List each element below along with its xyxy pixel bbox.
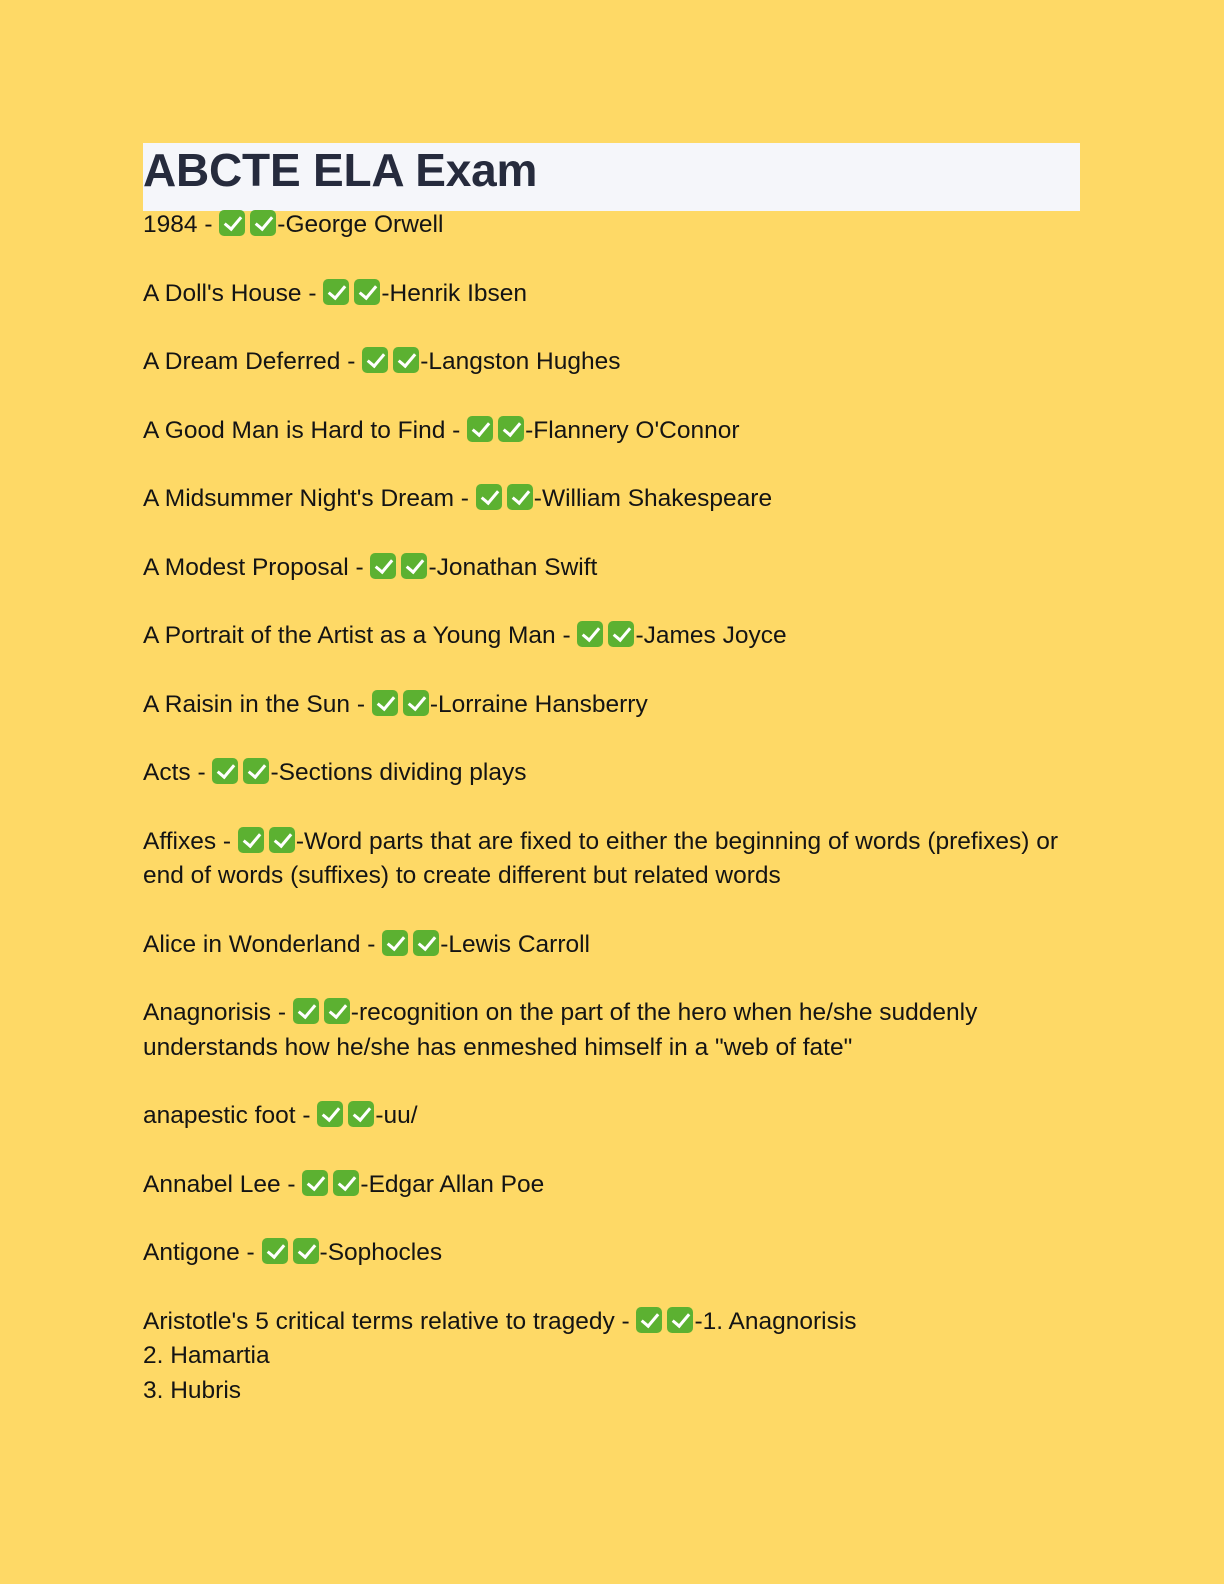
check-mark-icon xyxy=(324,998,350,1024)
answer-marker xyxy=(212,756,270,791)
entry-definition: William Shakespeare xyxy=(541,485,773,512)
entry-definition: Sophocles xyxy=(327,1239,443,1266)
check-mark-icon xyxy=(403,690,429,716)
check-mark-icon xyxy=(370,553,396,579)
check-mark-icon xyxy=(219,210,245,236)
check-mark-icon xyxy=(577,621,603,647)
flashcard-entry: Anagnorisis - -recognition on the part of the hero when he/she suddenly understands how he/she has enmeshed himself in a "web of fate" xyxy=(143,996,1080,1065)
entry-term: A Dream Deferred xyxy=(143,348,341,375)
entry-term: Acts xyxy=(143,759,191,786)
check-mark-icon xyxy=(243,758,269,784)
flashcard-entry: A Portrait of the Artist as a Young Man - -James Joyce xyxy=(143,619,1080,654)
entry-term: A Doll's House xyxy=(143,279,302,307)
entry-definition: George Orwell xyxy=(285,211,444,238)
check-mark-icon xyxy=(372,690,398,716)
answer-marker xyxy=(362,345,420,380)
flashcard-entry: A Good Man is Hard to Find - -Flannery O'Connor xyxy=(143,414,1080,449)
entry-definition: uu/ xyxy=(383,1102,418,1129)
entry-term: A Modest Proposal xyxy=(143,553,349,581)
flashcard-entry: Antigone - -Sophocles xyxy=(143,1236,1080,1271)
answer-marker xyxy=(317,1099,375,1134)
flashcard-entry: anapestic foot - -uu/ xyxy=(143,1099,1080,1134)
check-mark-icon xyxy=(467,416,493,442)
entry-definition: Word parts that are fixed to either the beginning of words (prefixes) or end of words (suffixes) to create different but related words xyxy=(143,827,1059,889)
entry-term: Anagnorisis xyxy=(143,999,272,1026)
entry-definition: Flannery O'Connor xyxy=(533,416,740,444)
check-mark-icon xyxy=(238,827,264,853)
entry-term: A Midsummer Night's Dream xyxy=(143,485,454,512)
entry-term: 1984 xyxy=(143,211,198,238)
entry-definition: recognition on the part of the hero when he/she suddenly understands how he/she has enmeshed himself in a "web of fate" xyxy=(143,999,978,1061)
entry-term: Aristotle's 5 critical terms relative to tragedy xyxy=(143,1307,615,1335)
check-mark-icon xyxy=(354,279,380,305)
check-mark-icon xyxy=(476,484,502,510)
flashcard-entry: Aristotle's 5 critical terms relative to tragedy - -1. Anagnorisis 2. Hamartia 3. Hubris xyxy=(143,1305,1080,1409)
check-mark-icon xyxy=(667,1307,693,1333)
answer-marker xyxy=(238,825,296,860)
entry-definition: 1. Anagnorisis 2. Hamartia 3. Hubris xyxy=(143,1307,857,1404)
flashcard-entry: Affixes - -Word parts that are fixed to either the beginning of words (prefixes) or end of words (suffixes) to create different but related words xyxy=(143,825,1080,894)
check-mark-icon xyxy=(401,553,427,579)
check-mark-icon xyxy=(636,1307,662,1333)
check-mark-icon xyxy=(413,930,439,956)
entry-definition: Langston Hughes xyxy=(428,348,621,375)
entry-term: anapestic foot xyxy=(143,1102,296,1129)
check-mark-icon xyxy=(393,347,419,373)
flashcard-entry: A Dream Deferred - -Langston Hughes xyxy=(143,345,1080,380)
answer-marker xyxy=(293,996,351,1031)
answer-marker xyxy=(262,1236,320,1271)
answer-marker xyxy=(467,414,525,449)
check-mark-icon xyxy=(382,930,408,956)
entry-term: Alice in Wonderland xyxy=(143,930,361,958)
check-mark-icon xyxy=(608,621,634,647)
check-mark-icon xyxy=(262,1238,288,1264)
answer-marker xyxy=(476,482,534,517)
check-mark-icon xyxy=(212,758,238,784)
flashcard-entry: A Midsummer Night's Dream - -William Shakespeare xyxy=(143,482,1080,517)
flashcard-entry: A Doll's House - -Henrik Ibsen xyxy=(143,277,1080,312)
answer-marker xyxy=(302,1168,360,1203)
answer-marker xyxy=(219,208,277,243)
answer-marker xyxy=(370,551,428,586)
document-page xyxy=(143,143,1080,1442)
entry-term: Antigone xyxy=(143,1239,240,1266)
flashcard-entry: Annabel Lee - -Edgar Allan Poe xyxy=(143,1168,1080,1203)
entry-term: A Good Man is Hard to Find xyxy=(143,416,446,444)
entry-term: Affixes xyxy=(143,827,217,855)
flashcard-entry: A Raisin in the Sun - -Lorraine Hansberry xyxy=(143,688,1080,723)
entry-definition: Edgar Allan Poe xyxy=(368,1170,545,1198)
answer-marker xyxy=(372,688,430,723)
flashcard-entry: A Modest Proposal - -Jonathan Swift xyxy=(143,551,1080,586)
entry-definition: Lewis Carroll xyxy=(448,930,590,958)
page-title: ABCTE ELA Exam xyxy=(143,144,538,196)
answer-marker xyxy=(382,928,440,963)
flashcard-list xyxy=(143,208,1080,1408)
check-mark-icon xyxy=(317,1101,343,1127)
entry-definition: Sections dividing plays xyxy=(278,759,527,786)
check-mark-icon xyxy=(250,210,276,236)
check-mark-icon xyxy=(269,827,295,853)
entry-term: A Raisin in the Sun xyxy=(143,690,351,718)
entry-definition: James Joyce xyxy=(643,622,787,649)
entry-term: A Portrait of the Artist as a Young Man xyxy=(143,622,556,649)
check-mark-icon xyxy=(348,1101,374,1127)
entry-definition: Lorraine Hansberry xyxy=(437,690,648,718)
answer-marker xyxy=(636,1305,694,1340)
answer-marker xyxy=(323,277,381,312)
check-mark-icon xyxy=(302,1170,328,1196)
flashcard-entry: 1984 - -George Orwell xyxy=(143,208,1080,243)
check-mark-icon xyxy=(507,484,533,510)
flashcard-entry: Alice in Wonderland - -Lewis Carroll xyxy=(143,928,1080,963)
check-mark-icon xyxy=(293,998,319,1024)
entry-definition: Henrik Ibsen xyxy=(389,279,528,307)
check-mark-icon xyxy=(323,279,349,305)
check-mark-icon xyxy=(498,416,524,442)
title-bar xyxy=(143,143,1080,211)
flashcard-entry: Acts - -Sections dividing plays xyxy=(143,756,1080,791)
check-mark-icon xyxy=(362,347,388,373)
answer-marker xyxy=(577,619,635,654)
check-mark-icon xyxy=(293,1238,319,1264)
entry-definition: Jonathan Swift xyxy=(436,553,598,581)
check-mark-icon xyxy=(333,1170,359,1196)
entry-term: Annabel Lee xyxy=(143,1170,281,1198)
